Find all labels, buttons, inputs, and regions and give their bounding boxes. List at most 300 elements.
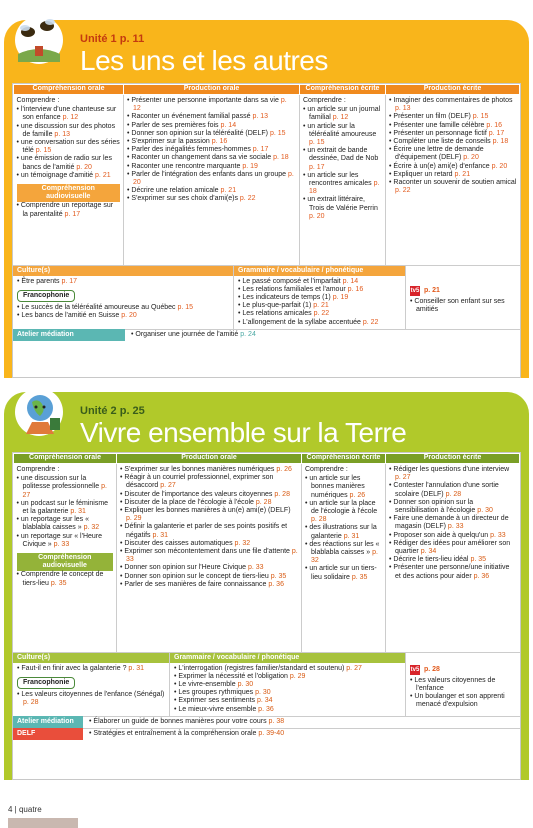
page-ref: p. 21 — [454, 170, 471, 178]
item-text: Proposer son aide à quelqu'un — [393, 531, 489, 539]
list-item — [389, 113, 517, 121]
item-text: Raconter une rencontre marquante — [131, 162, 241, 170]
item-text: Conseiller son enfant sur ses amitiés — [414, 297, 505, 313]
page-ref: p. 14 — [220, 121, 237, 129]
header-comprehension-orale: Compréhension orale — [14, 454, 117, 464]
header-production-ecrite: Production écrite — [386, 85, 520, 95]
intro-label: Comprendre : — [305, 466, 348, 473]
item-text: Exprimer la nécessité et l'obligation — [178, 672, 288, 680]
page-ref: p. 20 — [121, 312, 137, 320]
list — [303, 106, 382, 221]
page-ref: p. 30 — [237, 680, 254, 688]
page-ref: p. 32 — [311, 549, 378, 565]
unit-1-banner — [4, 20, 529, 82]
item-text: un extrait littéraire, Trois de Valérie Perrin — [307, 196, 378, 212]
item-text: Expliquer un retard — [393, 170, 453, 178]
u1-col-comprehension-ecrite — [300, 95, 386, 265]
item-text: Le vivre-ensemble — [178, 680, 236, 688]
audiovisual-label: Compréhension audiovisuelle — [17, 553, 114, 571]
page-ref: p. 29 — [289, 672, 306, 680]
list — [389, 466, 517, 581]
page-ref: p. 33 — [247, 564, 264, 572]
u2-grammar-block — [169, 653, 405, 716]
item-text: Raconter un événement familial passé — [131, 113, 251, 121]
list-item — [17, 123, 121, 139]
item-text: Parler de ses manières de faire connaissance — [124, 580, 267, 588]
page-ref: p. 22 — [362, 318, 379, 326]
page-ref: p. 28 — [274, 490, 290, 498]
page-ref: p. 17 — [488, 129, 505, 137]
item-text: Raconter un souvenir de soutien amical — [393, 179, 517, 187]
u1-col-comprehension-orale — [14, 95, 124, 265]
list-item — [305, 524, 382, 540]
page-ref: p. 26 — [276, 466, 292, 473]
atelier-page: p. 38 — [268, 718, 285, 726]
u1-grammar-block — [233, 266, 405, 329]
intro-label: Comprendre : — [16, 466, 60, 473]
culture-label: Culture(s) — [13, 653, 169, 663]
footer-decoration — [8, 818, 78, 828]
page-ref: p. 18 — [273, 154, 289, 162]
list-item — [120, 523, 298, 539]
list — [17, 665, 165, 673]
list-item — [127, 171, 296, 187]
unit-1-skills-table — [13, 84, 520, 265]
page-ref: p. 28 — [255, 498, 272, 506]
item-text: un article sur un journal familial — [307, 106, 381, 122]
list-item — [389, 564, 517, 580]
page-ref: p. 31 — [128, 664, 144, 672]
list-item — [120, 466, 298, 474]
list-item — [174, 681, 401, 689]
list-item — [120, 499, 298, 507]
page-ref: p. 20 — [309, 212, 325, 220]
unit-2-section — [4, 392, 529, 780]
item-text: Écrire une lettre de demande d'équipement (DELF) — [393, 146, 484, 162]
page-ref: p. 34 — [420, 548, 437, 556]
list-item — [389, 130, 517, 138]
page-ref: p. 16 — [486, 121, 502, 129]
item-text: L'allongement de la syllabe accentuée — [242, 318, 361, 326]
item-text: Donner son opinion sur l'Heure Civique — [124, 564, 246, 572]
list-item — [389, 122, 517, 130]
list-item — [389, 515, 517, 531]
list — [17, 571, 114, 587]
u1-atelier-row — [13, 329, 520, 341]
item-text: Rédiger des idées pour améliorer son quartier — [393, 539, 511, 556]
u2-culture-block — [13, 653, 169, 716]
page-ref: p. 13 — [54, 130, 70, 138]
item-text: Les valeurs citoyennes de l'enfance (Sénégal) — [21, 690, 165, 698]
list-item — [127, 130, 296, 138]
item-text: Les relations familiales et l'amour — [242, 285, 346, 293]
page-ref: p. 22 — [313, 310, 330, 318]
list-item — [17, 691, 165, 707]
u2-col-production-orale — [117, 464, 302, 652]
list — [410, 677, 516, 710]
list-item — [17, 278, 229, 286]
intro-label: Comprendre : — [303, 97, 346, 104]
item-text: Raconter un changement dans sa vie sociale — [131, 154, 272, 162]
unit-2-banner — [4, 392, 529, 454]
item-text: des illustrations sur la galanterie — [309, 524, 377, 540]
list-item — [127, 187, 296, 195]
u2-tv5-block — [405, 653, 520, 716]
list-item — [238, 278, 401, 286]
item-text: Les relations amicales — [242, 310, 312, 318]
item-text: Donner son opinion sur la téléréalité (DELF) — [131, 129, 268, 137]
list-item — [389, 540, 517, 556]
page-ref: p. 32 — [83, 524, 100, 532]
page-number: 4 | quatre — [8, 805, 42, 814]
item-text: S'exprimer sur ses choix d'ami(e)s — [131, 195, 238, 203]
list-item — [238, 310, 401, 318]
list-item — [303, 147, 382, 172]
list — [120, 466, 298, 589]
list-item — [17, 172, 121, 180]
page-ref: p. 33 — [447, 523, 464, 531]
list-item — [127, 195, 296, 203]
page-ref: p. 17 — [61, 277, 78, 285]
list-item — [120, 491, 298, 499]
item-text: l'interview d'une chanteuse sur son enfance — [20, 106, 117, 122]
list-item — [120, 573, 298, 581]
header-comprehension-ecrite: Compréhension écrite — [302, 454, 386, 464]
tv5-content — [406, 276, 520, 316]
delf-activity: Stratégies et entraînement à la compréhension orale — [93, 730, 257, 738]
unit-1-body — [12, 83, 521, 378]
earth-character-illustration — [6, 378, 72, 442]
list-item — [174, 673, 401, 681]
list-item — [303, 123, 382, 148]
bees-illustration — [6, 6, 72, 70]
list-item — [127, 138, 296, 146]
tv5-content — [406, 663, 520, 712]
item-text: Réagir à un courriel professionnel, exprimer son désaccord — [124, 474, 274, 490]
page-ref: p. 21 — [220, 187, 237, 195]
item-text: S'exprimer sur les bonnes manières numériques — [124, 466, 275, 473]
grammar-content — [170, 663, 405, 716]
item-text: Les bancs de l'amitié en Suisse — [21, 312, 120, 320]
item-text: Faut-il en finir avec la galanterie ? — [21, 664, 127, 672]
atelier-text: • Élaborer un guide de bonnes manières pour votre cours p. 38 — [89, 718, 285, 726]
u1-culture-grammar-row — [13, 265, 520, 329]
item-text: Compléter une liste de conseils — [393, 138, 491, 146]
page-ref: p. 27 — [346, 664, 362, 672]
item-text: Présenter une famille célèbre — [393, 121, 485, 129]
list-item — [127, 97, 296, 113]
list-item — [174, 706, 401, 714]
list-item — [389, 556, 517, 564]
item-text: Un boulanger et son apprenti menacé d'expulsion — [414, 692, 505, 709]
u2-delf-row — [13, 728, 520, 740]
item-text: un reportage sur « l'Heure Civique » — [20, 532, 103, 548]
list-item — [17, 139, 121, 155]
page-ref: p. 18 — [492, 138, 509, 146]
page-ref: p. 28 — [445, 490, 462, 498]
item-text: une discussion sur la politesse professionnelle — [20, 475, 100, 491]
list-item — [389, 97, 517, 113]
page-ref: p. 35 — [470, 556, 487, 564]
item-text: un article sur la téléréalité amoureuse — [307, 122, 377, 138]
page-ref: p. 12 — [133, 97, 287, 113]
list-item — [17, 500, 114, 516]
list — [17, 278, 229, 286]
item-text: Comprendre un reportage sur la parentalité — [20, 202, 114, 218]
list-item — [127, 113, 296, 121]
page-ref: p. 15 — [269, 129, 286, 137]
list-item — [127, 163, 296, 171]
page-ref: p. 19 — [332, 293, 349, 301]
item-text: un article sur les bonnes manières numériques — [309, 475, 365, 499]
atelier-label: Atelier médiation — [13, 716, 83, 728]
page-ref: p. 20 — [491, 162, 508, 170]
list-item — [120, 548, 298, 564]
list — [17, 304, 229, 320]
page-ref: p. 21 — [313, 302, 329, 310]
page-ref: p. 30 — [255, 689, 271, 697]
list-item — [127, 146, 296, 154]
item-text: Les indicateurs de temps (1) — [242, 293, 331, 301]
item-text: un reportage sur les « blablabla caisses » — [20, 516, 90, 532]
item-text: Le plus-que-parfait (1) — [242, 302, 312, 310]
list-item — [389, 532, 517, 540]
item-text: un article sur les rencontres amicales — [307, 171, 372, 188]
page-ref: p. 31 — [343, 532, 360, 540]
list-item — [410, 298, 516, 314]
list-item — [120, 564, 298, 572]
atelier-label: Atelier médiation — [13, 329, 125, 341]
list — [238, 278, 401, 327]
u2-atelier-row — [13, 716, 520, 728]
page-ref: p. 22 — [239, 195, 256, 203]
list-item — [174, 697, 401, 705]
item-text: Faire une demande à un directeur de magasin (DELF) — [393, 515, 509, 531]
page-ref: p. 19 — [242, 162, 258, 170]
page-ref: p. 12 — [62, 114, 79, 122]
page-ref: p. 36 — [258, 705, 274, 713]
item-text: Discuter de l'importance des valeurs citoyennes — [124, 490, 273, 498]
item-text: Le succès de la téléréalité amoureuse au Québec — [21, 303, 176, 311]
u1-tv5-block — [405, 266, 520, 329]
u1-culture-block — [13, 266, 233, 329]
page-ref: p. 21 — [95, 171, 111, 179]
item-text: Présenter une personne importante dans sa vie — [131, 97, 279, 104]
tv5-logo-icon: tv5 — [410, 666, 420, 673]
item-text: un podcast sur le féminisme et la galanterie — [20, 499, 109, 516]
page-ref: p. 27 — [160, 482, 176, 490]
page-ref: p. 16 — [211, 138, 228, 146]
u2-culture-grammar-row — [13, 652, 520, 716]
list-item — [120, 474, 298, 490]
item-text: S'exprimer sur la passion — [131, 138, 210, 146]
list-item — [238, 302, 401, 310]
u1-col-production-orale — [124, 95, 300, 265]
unit-1-section — [4, 20, 529, 378]
page-ref: p. 33 — [126, 548, 298, 564]
item-text: Le passé composé et l'imparfait — [242, 277, 341, 285]
culture-content — [13, 663, 169, 710]
list-item — [389, 163, 517, 171]
item-text: Discuter des caisses automatiques — [124, 539, 233, 547]
list-item — [17, 665, 165, 673]
header-comprehension-orale: Compréhension orale — [14, 85, 124, 95]
delf-label: DELF — [13, 728, 83, 740]
item-text: une émission de radio sur les bancs de l'amitié — [20, 155, 112, 171]
item-text: Écrire à un(e) ami(e) d'enfance — [393, 162, 490, 170]
unit-1-title: Les uns et les autres — [80, 45, 328, 76]
list-item — [410, 693, 516, 709]
page-ref: p. 22 — [395, 187, 411, 195]
page-ref: p. 31 — [70, 508, 86, 516]
page-ref: p. 18 — [309, 180, 380, 196]
delf-text: • Stratégies et entraînement à la compréhension orale p. 39-40 — [89, 730, 285, 738]
page-ref: p. 15 — [35, 147, 52, 155]
item-text: Les valeurs citoyennes de l'enfance — [414, 676, 496, 692]
page-ref: p. 13 — [395, 105, 411, 113]
list-item — [17, 304, 229, 312]
atelier-activity: Organiser une journée de l'amitié — [135, 331, 239, 339]
item-text: Présenter un film (DELF) — [393, 113, 471, 121]
unit-2-skills-table — [13, 453, 520, 652]
page-ref: p. 15 — [472, 113, 489, 121]
page-ref: p. 36 — [268, 580, 284, 588]
list-item — [238, 286, 401, 294]
page-ref: p. 34 — [257, 697, 273, 705]
item-text: Parler des inégalités femmes-hommes — [131, 146, 251, 154]
list-item — [120, 507, 298, 523]
header-production-orale: Production orale — [117, 454, 302, 464]
page-ref: p. 12 — [332, 114, 349, 122]
item-text: une conversation sur des séries télé — [20, 139, 120, 155]
unit-1-label: Unité 1 p. 11 — [80, 33, 145, 45]
page-ref: p. 26 — [349, 491, 366, 499]
page-ref: p. 31 — [152, 531, 169, 539]
list — [305, 475, 382, 582]
list-item — [305, 500, 382, 525]
page-ref: p. 15 — [177, 303, 194, 311]
item-text: un article sur la place de l'écologie à l'école — [309, 499, 378, 516]
list-item — [17, 533, 114, 549]
list-item — [120, 581, 298, 589]
list-item — [389, 499, 517, 515]
page-ref: p. 13 — [252, 113, 269, 121]
header-comprehension-ecrite: Compréhension écrite — [300, 85, 386, 95]
item-text: un témoignage d'amitié — [20, 171, 94, 179]
page-ref: p. 35 — [351, 573, 368, 581]
page-ref: p. 36 — [473, 572, 490, 580]
page-ref: p. 17 — [64, 210, 81, 218]
list-item — [120, 540, 298, 548]
unit-2-title: Vivre ensemble sur la Terre — [80, 417, 407, 448]
item-text: Expliquer les bonnes manières à un(e) ami(e) (DELF) — [124, 507, 291, 515]
audiovisual-label: Compréhension audiovisuelle — [17, 184, 121, 202]
list-item — [174, 665, 401, 673]
list-item — [17, 516, 114, 532]
u2-col-comprehension-orale — [14, 464, 117, 652]
list-item — [127, 154, 296, 162]
item-text: Exprimer son mécontentement dans une file d'attente — [124, 548, 290, 556]
item-text: Décrire une relation amicale — [131, 187, 219, 195]
list — [17, 106, 121, 180]
item-text: Parler de l'intégration des enfants dans un groupe — [131, 170, 287, 178]
list-item — [174, 689, 401, 697]
item-text: Être parents — [21, 277, 60, 285]
item-text: Rédiger les questions d'une interview — [393, 466, 510, 473]
list-item — [305, 541, 382, 566]
list — [174, 665, 401, 714]
page-ref: p. 27 — [395, 474, 411, 482]
list-item — [410, 677, 516, 693]
page-ref: p. 17 — [252, 146, 269, 154]
list-item — [303, 196, 382, 221]
culture-label: Culture(s) — [13, 266, 233, 276]
list — [17, 202, 121, 218]
item-text: un article sur un tiers-lieu solidaire — [309, 565, 377, 581]
list-item — [389, 466, 517, 482]
page-ref: p. 16 — [347, 285, 364, 293]
item-text: Discuter de la place de l'écologie à l'école — [124, 498, 254, 506]
header-production-ecrite: Production écrite — [386, 454, 520, 464]
item-text: Parler de ses premières fois — [131, 121, 219, 129]
list-item — [127, 122, 296, 130]
item-text: Définir la galanterie et parler de ses points positifs et négatifs — [124, 523, 288, 539]
page-ref: p. 33 — [53, 540, 70, 548]
list-item — [17, 106, 121, 122]
item-text: Comprendre le concept de tiers-lieu — [20, 571, 104, 587]
francophonie-label: Francophonie — [17, 290, 75, 302]
list — [389, 97, 517, 195]
item-text: Contester l'annulation d'une sortie scolaire (DELF) — [393, 482, 499, 498]
delf-page: p. 39-40 — [258, 730, 285, 738]
item-text: Donner son opinion sur le concept de tiers-lieu — [124, 572, 269, 580]
list-item — [17, 571, 114, 587]
list-item — [305, 475, 382, 500]
list — [410, 298, 516, 314]
page-ref: p. 17 — [309, 163, 325, 171]
tv5-page: p. 21 — [424, 286, 440, 294]
page-ref: p. 28 — [23, 699, 39, 707]
header-production-orale: Production orale — [124, 85, 300, 95]
item-text: Présenter une personne/une initiative et des actions pour aider — [393, 564, 510, 580]
item-text: une discussion sur des photos de famille — [20, 122, 116, 138]
u1-col-production-ecrite — [386, 95, 520, 265]
list-item — [17, 155, 121, 171]
page-ref: p. 20 — [76, 163, 92, 171]
page-ref: p. 14 — [342, 277, 359, 285]
page-ref: p. 20 — [133, 170, 294, 187]
page-ref: p. 35 — [50, 579, 67, 587]
page-ref: p. 27 — [22, 483, 107, 499]
page-ref: p. 15 — [309, 139, 325, 147]
item-text: L'interrogation (registres familier/standard et soutenu) — [178, 664, 345, 672]
page-ref: p. 29 — [126, 515, 142, 523]
item-text: des réactions sur les « blablabla caisses » — [309, 540, 380, 557]
culture-content — [13, 276, 233, 323]
list — [127, 97, 296, 204]
list-item — [389, 179, 517, 195]
unit-2-label: Unité 2 p. 25 — [80, 405, 145, 417]
item-text: Exprimer ses sentiments — [178, 697, 256, 705]
item-text: Le mieux-vivre ensemble — [178, 705, 257, 713]
list-item — [389, 138, 517, 146]
item-text: un extrait de bande dessinée, Dad de Nob — [307, 147, 379, 163]
item-text: Donner son opinion sur la sensibilisation à l'écologie — [393, 498, 476, 515]
list-item — [389, 482, 517, 498]
page-ref: p. 30 — [477, 507, 493, 515]
list — [17, 691, 165, 707]
page-ref: p. 28 — [311, 516, 327, 524]
